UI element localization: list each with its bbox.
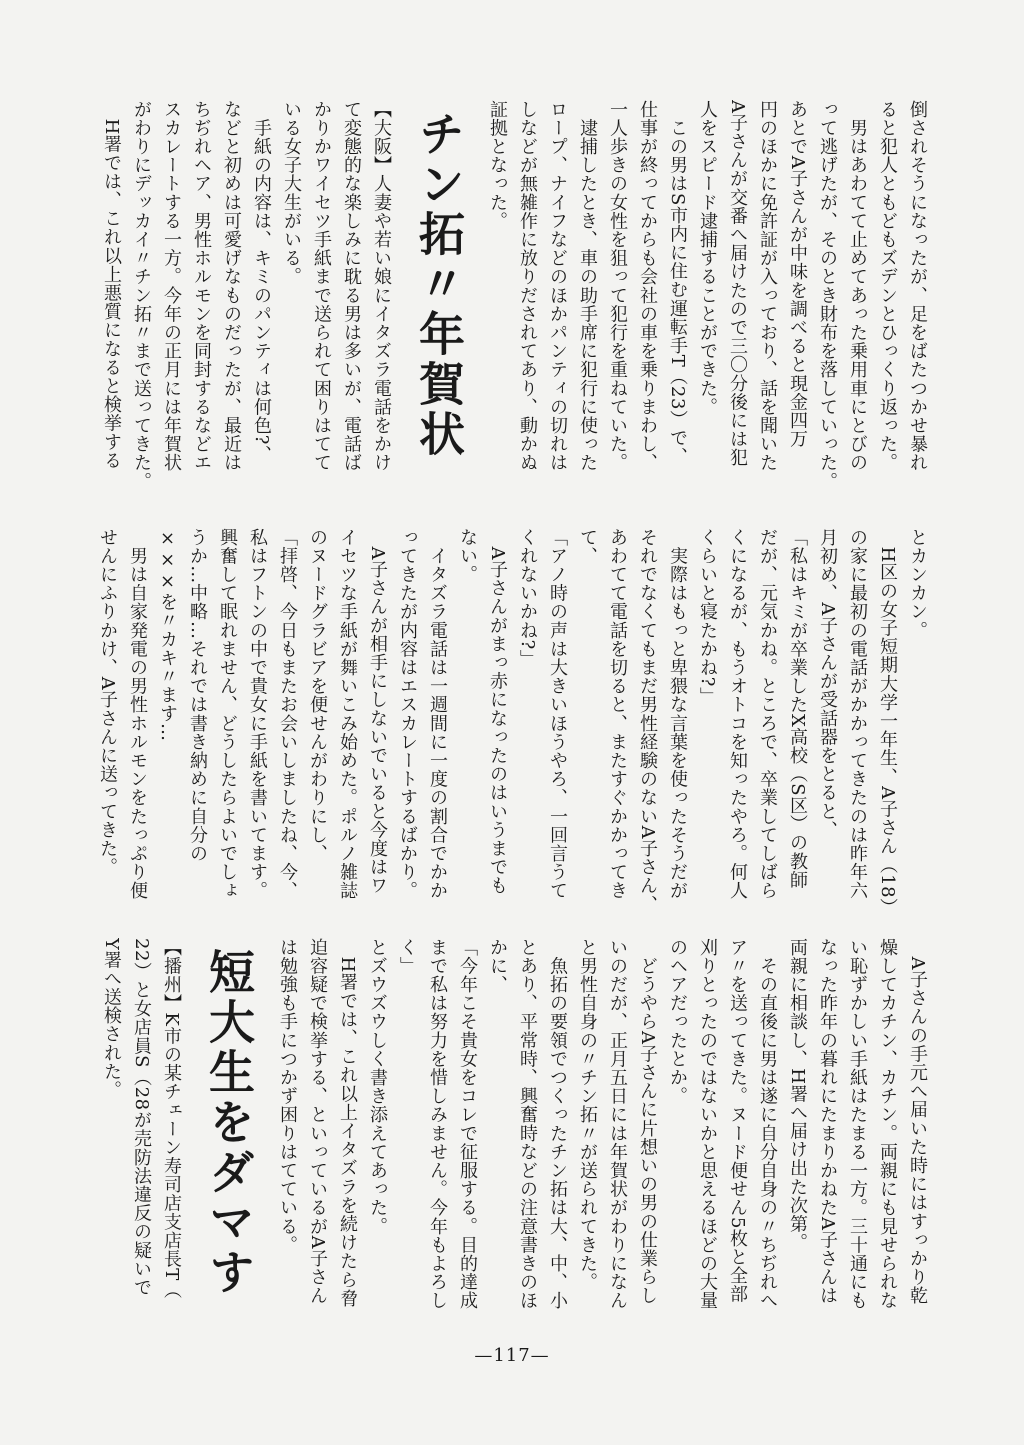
article-column: 証拠となった。 xyxy=(487,100,508,231)
article-column: くれないかね?」 xyxy=(517,528,538,669)
article-column: て変態的な楽しみに耽る男は多いが、電話ば xyxy=(341,100,362,472)
article-column: 仕事が終ってからも会社の車を乗りまわし、 xyxy=(637,100,658,472)
article-column: まで私は努力を惜しみません。今年もよろし xyxy=(427,938,448,1310)
article-column: 円のほかに免許証が入っており、話を聞いた xyxy=(757,100,778,472)
top-tier xyxy=(92,100,932,518)
article-column: の家に最初の電話がかかってきたのは昨年六 xyxy=(847,528,868,900)
article-column: A子さんが交番へ届けたので三〇分後には犯 xyxy=(727,100,748,467)
article-column: 逮捕したとき、車の助手席に犯行に使った xyxy=(577,100,598,472)
article-column: A子さんがまっ赤になったのはいうまでも xyxy=(487,528,508,895)
article-column: イタズラ電話は一週間に一度の割合でかか xyxy=(427,528,448,900)
article-column: ロープ、ナイフなどのほかパンティの切れは xyxy=(547,100,568,472)
article-column: 一人歩きの女性を狙って犯行を重ねていた。 xyxy=(607,100,628,472)
page-number: —117— xyxy=(474,1345,550,1366)
article-column: いる女子大生がいる。 xyxy=(281,100,302,286)
article-column: って逃げたが、そのとき財布を落していった。 xyxy=(817,100,838,491)
article-column: 「アノ時の声は大きいほうやろ、一回言うて xyxy=(547,528,568,900)
article-column: 両親に相談し、H署へ届け出た次第。 xyxy=(787,938,808,1252)
article-column: とあり、平常時、興奮時などの注意書きのほ xyxy=(517,938,538,1310)
article-column: あわてて電話を切ると、またすぐかかってき xyxy=(607,528,628,900)
article-column: て、 xyxy=(577,528,598,566)
article-column: H署では、これ以上イタズラを続けたら脅 xyxy=(337,938,358,1308)
article-column: くになるが、もうオトコを知ったやろ。何人 xyxy=(727,528,748,900)
article-column: かりかワイセツ手紙まで送られて困りはてて xyxy=(311,100,332,472)
article-column: この男はS市内に住む運転手T（23）で、 xyxy=(667,100,688,466)
article-column: H区の女子短期大学一年生、A子さん（18） xyxy=(877,528,898,917)
article-column: は勉強も手につかず困りはてている。 xyxy=(277,938,298,1255)
headline-chintaku: チン拓〃年賀状 xyxy=(412,110,466,460)
article-column: 燥してカチン、カチン。両親にも見せられな xyxy=(877,938,898,1310)
article-column: がわりにデッカイ〃チン拓〃まで送ってきた。 xyxy=(131,100,152,491)
article-column: だが、元気かね。ところで、卒業してしばら xyxy=(757,528,778,900)
article-column: あとでA子さんが中味を調べると現金四万 xyxy=(787,100,808,449)
article-column: スカレートする一方。今年の正月には年賀状 xyxy=(161,100,182,472)
article-column: のヌードグラビアを便せんがわりにし、 xyxy=(307,528,328,863)
article-column: 魚拓の要領でつくったチン拓は大、中、小 xyxy=(547,938,568,1310)
article-column: Y署へ送検された。 xyxy=(101,938,122,1100)
article-column: 人をスピード逮捕することができた。 xyxy=(697,100,718,417)
article-column: A子さんの手元へ届いた時にはすっかり乾 xyxy=(907,938,928,1305)
article-column: 男はあわてて止めてあった乗用車にとびの xyxy=(847,100,868,472)
article-column: いのだが、正月五日には年賀状がわりになん xyxy=(607,938,628,1310)
article-column: 興奮して眠れません、どうしたらよいでしょ xyxy=(217,528,238,900)
article-column: とカンカン。 xyxy=(907,528,928,640)
middle-tier xyxy=(92,528,932,928)
article-column: かに、 xyxy=(487,938,508,994)
article-column: 男は自家発電の男性ホルモンをたっぷり便 xyxy=(127,528,148,900)
article-column: 「今年こそ貴女をコレで征服する。目的達成 xyxy=(457,938,478,1310)
article-column: どうやらA子さんに片想いの男の仕業らし xyxy=(637,938,658,1305)
article-column: 22）と女店員S（28が売防法違反の疑いで xyxy=(131,938,152,1297)
article-column: 月初め、A子さんが受話器をとると、 xyxy=(817,528,838,840)
article-column: ア〃を送ってきた。ヌード便せん5枚と全部 xyxy=(727,938,748,1304)
article-column: と男性自身の〃チン拓〃が送られてきた。 xyxy=(577,938,598,1292)
article-column: 刈りとったのではないかと思えるほどの大量 xyxy=(697,938,718,1310)
article-column: 私はフトンの中で貴女に手紙を書いてます。 xyxy=(247,528,268,900)
article-column: 「私はキミが卒業したX高校（S区）の教師 xyxy=(787,528,808,890)
article-column: その直後に男は遂に自分自身の〃ちぢれへ xyxy=(757,938,778,1310)
article-column: 「拝啓、今日もまたお会いしましたね、今、 xyxy=(277,528,298,900)
article-column: 手紙の内容は、キミのパンティは何色?、 xyxy=(251,100,272,464)
article-column: く」 xyxy=(397,938,418,976)
article-column: 実際はもっと卑猥な言葉を使ったそうだが xyxy=(667,528,688,900)
headline-tandaisei: 短大生をダマす xyxy=(202,948,256,1298)
article-column: などと初めは可愛げなものだったが、最近は xyxy=(221,100,242,472)
article-column: ×××を〃カキ〃ます… xyxy=(157,528,178,742)
article-column: い恥ずかしい手紙はたまる一方。三十通にも xyxy=(847,938,868,1310)
article-column: A子さんが相手にしないでいると今度はワ xyxy=(367,528,388,895)
article-column: 迫容疑で検挙する、といっているがA子さん xyxy=(307,938,328,1305)
article-column: ってきたが内容はエスカレートするばかり。 xyxy=(397,528,418,900)
article-column: くらいと寝たかね?」 xyxy=(697,528,718,706)
article-column: ない。 xyxy=(457,528,478,584)
article-column: 倒されそうになったが、足をばたつかせ暴れ xyxy=(907,100,928,472)
article-column: せんにふりかけ、A子さんに送ってきた。 xyxy=(97,528,118,877)
bottom-tier xyxy=(92,938,932,1328)
article-column: とズウズウしく書き添えてあった。 xyxy=(367,938,388,1236)
article-column: ちぢれヘア、男性ホルモンを同封するなどエ xyxy=(191,100,212,472)
article-column: イセツな手紙が舞いこみ始めた。ポルノ雑誌 xyxy=(337,528,358,900)
article-column: 【播州】K市の某チェーン寿司店支店長T（ xyxy=(161,938,182,1300)
article-column: なった昨年の暮れにたまりかねたA子さんは xyxy=(817,938,838,1305)
article-column: 【大阪】人妻や若い娘にイタズラ電話をかけ xyxy=(371,100,392,472)
article-column: のヘアだったとか。 xyxy=(667,938,688,1106)
article-column: しなどが無雑作に放りだされてあり、動かぬ xyxy=(517,100,538,472)
article-column: うか…中略…それでは書き納めに自分の xyxy=(187,528,208,863)
article-column: ると犯人ともどもズデンとひっくり返った。 xyxy=(877,100,898,472)
article-column: H署では、これ以上悪質になると検挙する xyxy=(101,100,122,470)
article-column: それでなくてもまだ男性経験のないA子さん、 xyxy=(637,528,658,914)
